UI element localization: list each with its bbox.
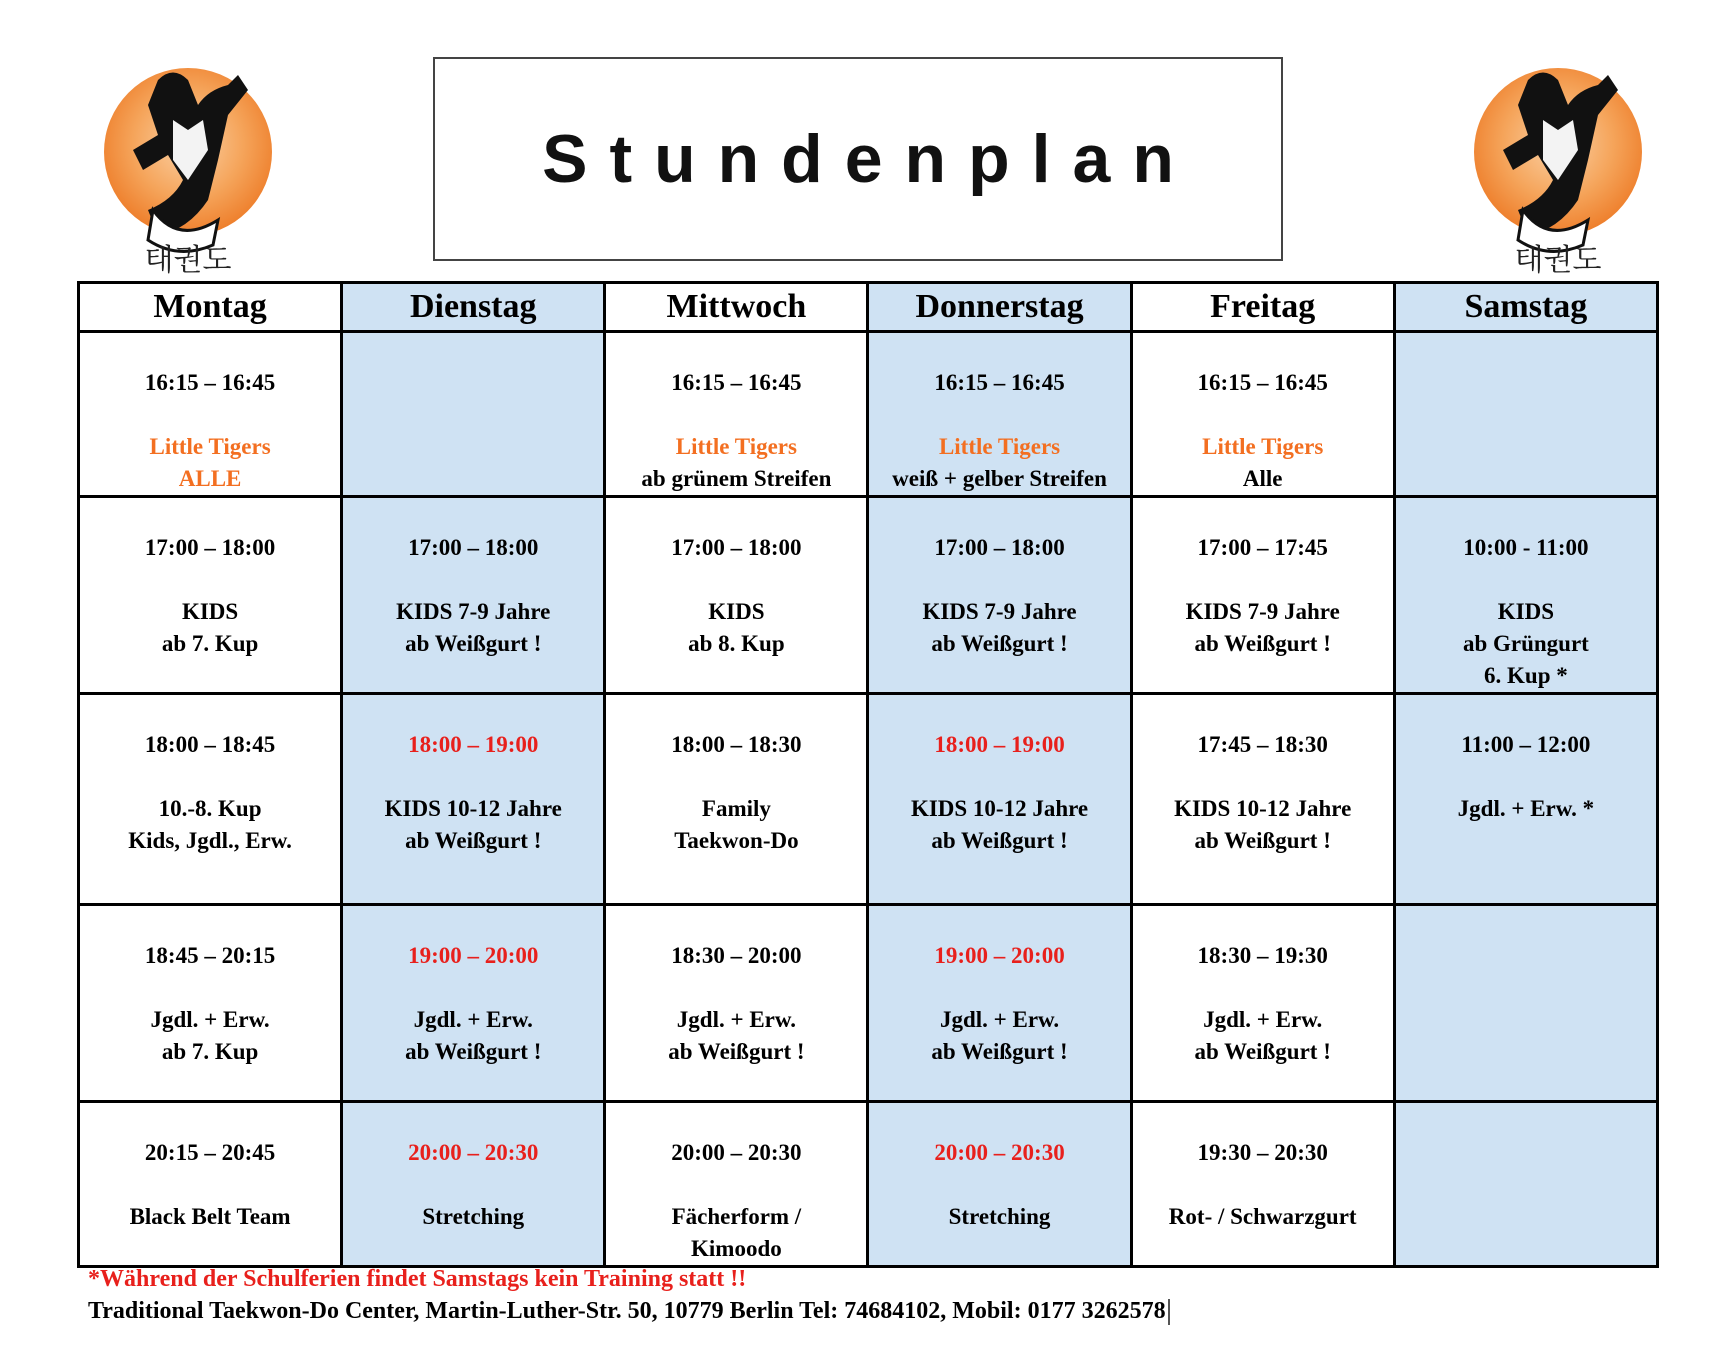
class-description: Jgdl. + Erw.	[1203, 1007, 1323, 1032]
time-slot: 11:00 – 12:00	[1461, 732, 1591, 757]
cell-content	[869, 333, 1129, 495]
title-box	[433, 57, 1283, 261]
cell-content	[606, 906, 866, 1068]
schedule-cell-mittwoch	[605, 497, 868, 694]
class-description: Taekwon-Do	[674, 828, 799, 853]
cell-content	[343, 695, 603, 857]
class-description: ab Weißgurt !	[668, 1039, 805, 1064]
cell-content	[1133, 906, 1393, 1068]
class-description: Fächerform /	[671, 1204, 802, 1229]
class-description: ab grünem Streifen	[641, 466, 832, 491]
time-slot: 18:00 – 19:00	[408, 732, 539, 757]
cell-content	[869, 906, 1129, 1068]
class-description: ab 7. Kup	[161, 1039, 259, 1064]
cell-content	[343, 906, 603, 1068]
class-description: Rot- / Schwarzgurt	[1168, 1204, 1357, 1229]
class-description: ab Grüngurt	[1462, 631, 1589, 656]
class-description: KIDS 10-12 Jahre	[384, 796, 562, 821]
time-slot: 17:00 – 18:00	[408, 535, 539, 560]
day-header-freitag: Freitag	[1131, 283, 1394, 332]
schedule-cell-freitag	[1131, 497, 1394, 694]
schedule-cell-freitag	[1131, 905, 1394, 1102]
day-header-samstag: Samstag	[1394, 283, 1657, 332]
address-text: Traditional Taekwon-Do Center, Martin-Luther-Str. 50, 10779 Berlin Tel: 74684102, Mobil: 0177 3262578	[88, 1298, 1166, 1324]
cell-content	[80, 498, 340, 660]
schedule-cell-donnerstag	[868, 694, 1131, 905]
schedule-cell-montag	[79, 332, 342, 497]
class-description: Family	[701, 796, 771, 821]
schedule-cell-samstag	[1394, 905, 1657, 1102]
class-description: KIDS 7-9 Jahre	[1185, 599, 1340, 624]
time-slot: 16:15 – 16:45	[1197, 370, 1328, 395]
schedule-cell-mittwoch	[605, 694, 868, 905]
class-description: Jgdl. + Erw.	[676, 1007, 796, 1032]
time-slot: 19:00 – 20:00	[934, 943, 1065, 968]
time-slot: 16:15 – 16:45	[934, 370, 1065, 395]
schedule-cell-donnerstag	[868, 905, 1131, 1102]
schedule-cell-dienstag	[342, 905, 605, 1102]
class-description: KIDS 10-12 Jahre	[1174, 796, 1352, 821]
svg-text:태권도: 태권도	[144, 243, 232, 278]
cell-content	[343, 333, 603, 367]
schedule-cell-mittwoch	[605, 905, 868, 1102]
time-slot: 19:00 – 20:00	[408, 943, 539, 968]
taekwondo-logo-icon	[1458, 60, 1658, 280]
schedule-cell-freitag	[1131, 1102, 1394, 1267]
logo-left	[88, 60, 288, 280]
class-description: Little Tigers	[938, 434, 1061, 459]
timetable	[77, 281, 1659, 1268]
class-description: KIDS 7-9 Jahre	[922, 599, 1077, 624]
schedule-cell-dienstag	[342, 497, 605, 694]
class-description: weiß + gelber Streifen	[892, 466, 1107, 491]
taekwondo-logo-icon	[88, 60, 288, 280]
schedule-cell-donnerstag	[868, 497, 1131, 694]
cell-content	[1396, 1103, 1656, 1137]
time-slot: 20:00 – 20:30	[671, 1140, 802, 1165]
class-description: Alle	[1242, 466, 1283, 491]
time-slot: 18:45 – 20:15	[144, 943, 276, 968]
time-slot: 18:30 – 20:00	[671, 943, 802, 968]
class-description: Jgdl. + Erw. *	[1457, 796, 1595, 821]
cell-content	[1133, 1103, 1393, 1233]
cell-content	[1396, 906, 1656, 940]
schedule-cell-samstag	[1394, 332, 1657, 497]
cell-content	[1396, 498, 1656, 692]
svg-text:태권도: 태권도	[1514, 243, 1602, 278]
schedule-row	[79, 332, 1658, 497]
time-slot: 16:15 – 16:45	[671, 370, 802, 395]
schedule-cell-montag	[79, 905, 342, 1102]
day-header-mittwoch: Mittwoch	[605, 283, 868, 332]
cell-content	[1396, 695, 1656, 825]
class-description: Kimoodo	[691, 1236, 782, 1261]
cell-content	[606, 333, 866, 495]
schedule-row	[79, 694, 1658, 905]
class-description: Black Belt Team	[129, 1204, 291, 1229]
logo-right	[1458, 60, 1658, 280]
schedule-cell-montag	[79, 497, 342, 694]
class-description: ab 8. Kup	[688, 631, 785, 656]
class-description: ab Weißgurt !	[405, 631, 542, 656]
cell-content	[1133, 695, 1393, 857]
cell-content	[80, 1103, 340, 1233]
time-slot: 17:45 – 18:30	[1197, 732, 1328, 757]
class-description: KIDS	[1497, 599, 1555, 624]
address-line	[88, 1298, 1170, 1325]
time-slot: 16:15 – 16:45	[144, 370, 276, 395]
time-slot: 18:30 – 19:30	[1197, 943, 1328, 968]
schedule-row	[79, 497, 1658, 694]
time-slot: 19:30 – 20:30	[1197, 1140, 1328, 1165]
schedule-cell-mittwoch	[605, 332, 868, 497]
time-slot: 10:00 - 11:00	[1463, 535, 1589, 560]
time-slot: 20:00 – 20:30	[408, 1140, 539, 1165]
class-description: ab Weißgurt !	[1194, 1039, 1331, 1064]
cell-content	[1133, 333, 1393, 495]
class-description: Stretching	[948, 1204, 1051, 1229]
schedule-row	[79, 905, 1658, 1102]
class-description: ab Weißgurt !	[1194, 828, 1331, 853]
schedule-cell-montag	[79, 694, 342, 905]
time-slot: 17:00 – 18:00	[671, 535, 802, 560]
schedule-cell-freitag	[1131, 694, 1394, 905]
class-description: Jgdl. + Erw.	[150, 1007, 270, 1032]
day-header-montag: Montag	[79, 283, 342, 332]
class-description: ab Weißgurt !	[1194, 631, 1331, 656]
time-slot: 17:00 – 18:00	[144, 535, 276, 560]
time-slot: 20:15 – 20:45	[144, 1140, 276, 1165]
class-description: Little Tigers	[675, 434, 797, 459]
holiday-note: *Während der Schulferien findet Samstags kein Training statt !!	[88, 1266, 747, 1292]
class-description: Little Tigers	[1202, 434, 1324, 459]
class-description: Stretching	[422, 1204, 525, 1229]
time-slot: 17:00 – 17:45	[1197, 535, 1328, 560]
schedule-cell-dienstag	[342, 1102, 605, 1267]
cell-content	[869, 1103, 1129, 1233]
time-slot: 18:00 – 18:45	[144, 732, 276, 757]
schedule-row	[79, 1102, 1658, 1267]
cell-content	[343, 1103, 603, 1233]
cell-content	[606, 498, 866, 660]
cell-content	[1133, 498, 1393, 660]
cell-content	[80, 333, 340, 495]
cell-content	[1396, 333, 1656, 367]
class-description: 6. Kup *	[1484, 663, 1568, 688]
page-title: Stundenplan	[542, 121, 1196, 197]
class-description: 10.-8. Kup	[158, 796, 262, 821]
schedule-cell-freitag	[1131, 332, 1394, 497]
class-description: KIDS	[708, 599, 765, 624]
schedule-cell-dienstag	[342, 332, 605, 497]
schedule-cell-donnerstag	[868, 1102, 1131, 1267]
class-description: Jgdl. + Erw.	[939, 1007, 1060, 1032]
cell-content	[80, 695, 340, 857]
class-description: ab Weißgurt !	[931, 631, 1068, 656]
time-slot: 17:00 – 18:00	[934, 535, 1065, 560]
time-slot: 18:00 – 19:00	[934, 732, 1065, 757]
cell-content	[869, 695, 1129, 857]
class-description: ALLE	[178, 466, 242, 491]
day-header-row	[79, 283, 1658, 332]
cell-content	[869, 498, 1129, 660]
class-description: Jgdl. + Erw.	[413, 1007, 533, 1032]
schedule-cell-samstag	[1394, 694, 1657, 905]
schedule-cell-mittwoch	[605, 1102, 868, 1267]
day-header-donnerstag: Donnerstag	[868, 283, 1131, 332]
class-description: ab Weißgurt !	[931, 828, 1068, 853]
cell-content	[80, 906, 340, 1068]
schedule-cell-donnerstag	[868, 332, 1131, 497]
time-slot: 18:00 – 18:30	[671, 732, 802, 757]
class-description: Kids, Jgdl., Erw.	[128, 828, 292, 853]
time-slot: 20:00 – 20:30	[934, 1140, 1065, 1165]
class-description: KIDS 7-9 Jahre	[396, 599, 551, 624]
class-description: Little Tigers	[149, 434, 271, 459]
cell-content	[606, 1103, 866, 1265]
class-description: ab Weißgurt !	[405, 1039, 542, 1064]
cell-content	[343, 498, 603, 660]
schedule-cell-samstag	[1394, 1102, 1657, 1267]
class-description: ab Weißgurt !	[931, 1039, 1068, 1064]
schedule-cell-montag	[79, 1102, 342, 1267]
cell-content	[606, 695, 866, 857]
class-description: ab Weißgurt !	[405, 828, 542, 853]
class-description: KIDS 10-12 Jahre	[910, 796, 1089, 821]
text-cursor	[1168, 1299, 1170, 1325]
schedule-cell-dienstag	[342, 694, 605, 905]
schedule-cell-samstag	[1394, 497, 1657, 694]
class-description: ab 7. Kup	[161, 631, 259, 656]
day-header-dienstag: Dienstag	[342, 283, 605, 332]
class-description: KIDS	[181, 599, 239, 624]
